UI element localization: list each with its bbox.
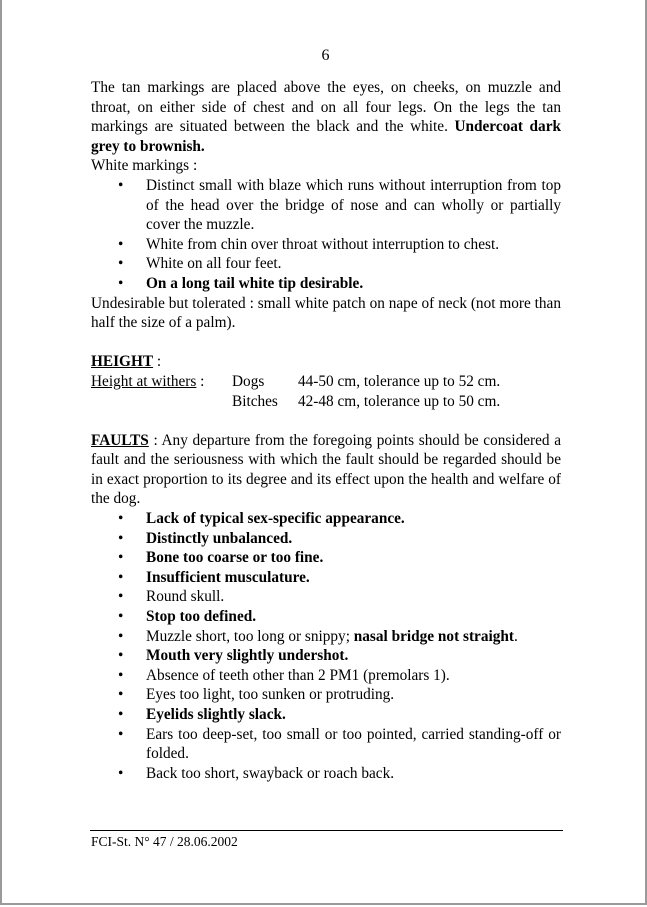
list-item-text: Eyelids slightly slack. xyxy=(146,706,286,723)
bullet-icon: • xyxy=(118,725,124,743)
list-item-text: Absence of teeth other than 2 PM1 (premolars 1). xyxy=(146,666,450,684)
height-heading-colon: : xyxy=(153,353,162,371)
list-item-text: Back too short, swayback or roach back. xyxy=(146,764,395,782)
bullet-icon: • xyxy=(118,608,124,626)
list-item-text: White from chin over throat without interruption to chest. xyxy=(146,235,500,253)
height-value: 44-50 cm, tolerance up to 52 cm. xyxy=(298,372,501,390)
faults-paragraph xyxy=(91,431,561,509)
list-item-text: Bone too coarse or too fine. xyxy=(146,549,324,567)
faults-heading: FAULTS xyxy=(91,431,149,449)
list-item xyxy=(91,176,561,235)
bullet-icon: • xyxy=(118,588,124,606)
list-item xyxy=(91,607,561,627)
list-item xyxy=(91,666,561,686)
list-item-text: Lack of typical sex-specific appearance. xyxy=(146,510,405,528)
list-item-text: Round skull. xyxy=(146,588,225,606)
page-number: 6 xyxy=(321,47,330,64)
bullet-icon: • xyxy=(118,686,124,704)
list-item xyxy=(91,685,561,705)
list-item-text: Eyes too light, too sunken or protruding. xyxy=(146,686,395,704)
list-item xyxy=(91,705,561,725)
list-item-bold-text: nasal bridge not straight xyxy=(353,627,514,645)
height-sex: Dogs xyxy=(232,372,265,390)
list-item xyxy=(91,646,561,666)
list-item-text: Insufficient musculature. xyxy=(146,568,310,586)
height-label-colon: : xyxy=(196,372,205,390)
faults-text: : Any departure from the foregoing points should be considered a fault and the seriousness with which the fault should be regarded should be in exact proportion to its degree and its effect upon the health and welfare of the dog. xyxy=(91,431,561,508)
tan-markings-text: The tan markings are placed above the eyes, on cheeks, on muzzle and throat, on either side of chest and on all four legs. On the legs the tan markings are situated between the black and the white. xyxy=(91,79,561,136)
page-content xyxy=(91,78,561,783)
list-item xyxy=(91,725,561,764)
bullet-icon: • xyxy=(118,764,124,782)
list-item-text: Distinct small with blaze which runs without interruption from top of the head over the bridge of nose and can wholly or partially cover the muzzle. xyxy=(146,176,561,234)
height-label: Height at withers xyxy=(91,372,197,390)
faults-list xyxy=(91,509,561,783)
bullet-icon: • xyxy=(118,274,124,292)
undercoat-text: Undercoat dark grey to brownish. xyxy=(91,118,561,155)
bullet-icon: • xyxy=(118,510,124,528)
height-row-dogs xyxy=(91,372,561,392)
tolerated-paragraph: Undesirable but tolerated : small white patch on nape of neck (not more than half the size of a palm). xyxy=(91,294,561,332)
list-item xyxy=(91,764,561,784)
list-item xyxy=(91,254,561,274)
height-heading-line xyxy=(91,352,561,372)
list-item xyxy=(91,627,561,647)
list-item xyxy=(91,568,561,588)
list-item xyxy=(91,529,561,549)
list-item xyxy=(91,548,561,568)
list-item xyxy=(91,587,561,607)
list-item-text: Muzzle short, too long or snippy; xyxy=(146,627,354,645)
height-heading: HEIGHT xyxy=(91,353,154,371)
list-item-text: Distinctly unbalanced. xyxy=(146,529,293,547)
list-item xyxy=(91,509,561,529)
bullet-icon: • xyxy=(118,666,124,684)
footer-divider xyxy=(90,830,563,831)
white-markings-list xyxy=(91,176,561,294)
bullet-icon: • xyxy=(118,627,124,645)
list-item-text: Ears too deep-set, too small or too pointed, carried standing-off or folded. xyxy=(146,725,561,763)
bullet-icon: • xyxy=(118,235,124,253)
bullet-icon: • xyxy=(118,176,124,194)
height-row-bitches xyxy=(91,392,561,412)
bullet-icon: • xyxy=(118,706,124,723)
bullet-icon: • xyxy=(118,255,124,273)
list-item-tail: . xyxy=(513,627,518,645)
height-value: 42-48 cm, tolerance up to 50 cm. xyxy=(298,392,501,410)
tan-markings-paragraph xyxy=(91,78,561,156)
list-item-text: Stop too defined. xyxy=(146,608,257,626)
list-item-text: On a long tail white tip desirable. xyxy=(146,274,364,292)
list-item-text: White on all four feet. xyxy=(146,255,282,273)
bullet-icon: • xyxy=(118,568,124,586)
footer-reference: FCI-St. N° 47 / 28.06.2002 xyxy=(91,834,238,849)
bullet-icon: • xyxy=(118,549,124,567)
white-markings-heading: White markings : xyxy=(91,157,198,175)
list-item xyxy=(91,235,561,255)
list-item xyxy=(91,274,561,294)
bullet-icon: • xyxy=(118,529,124,547)
bullet-icon: • xyxy=(118,647,124,665)
list-item-text: Mouth very slightly undershot. xyxy=(146,647,349,665)
height-sex: Bitches xyxy=(232,392,278,410)
